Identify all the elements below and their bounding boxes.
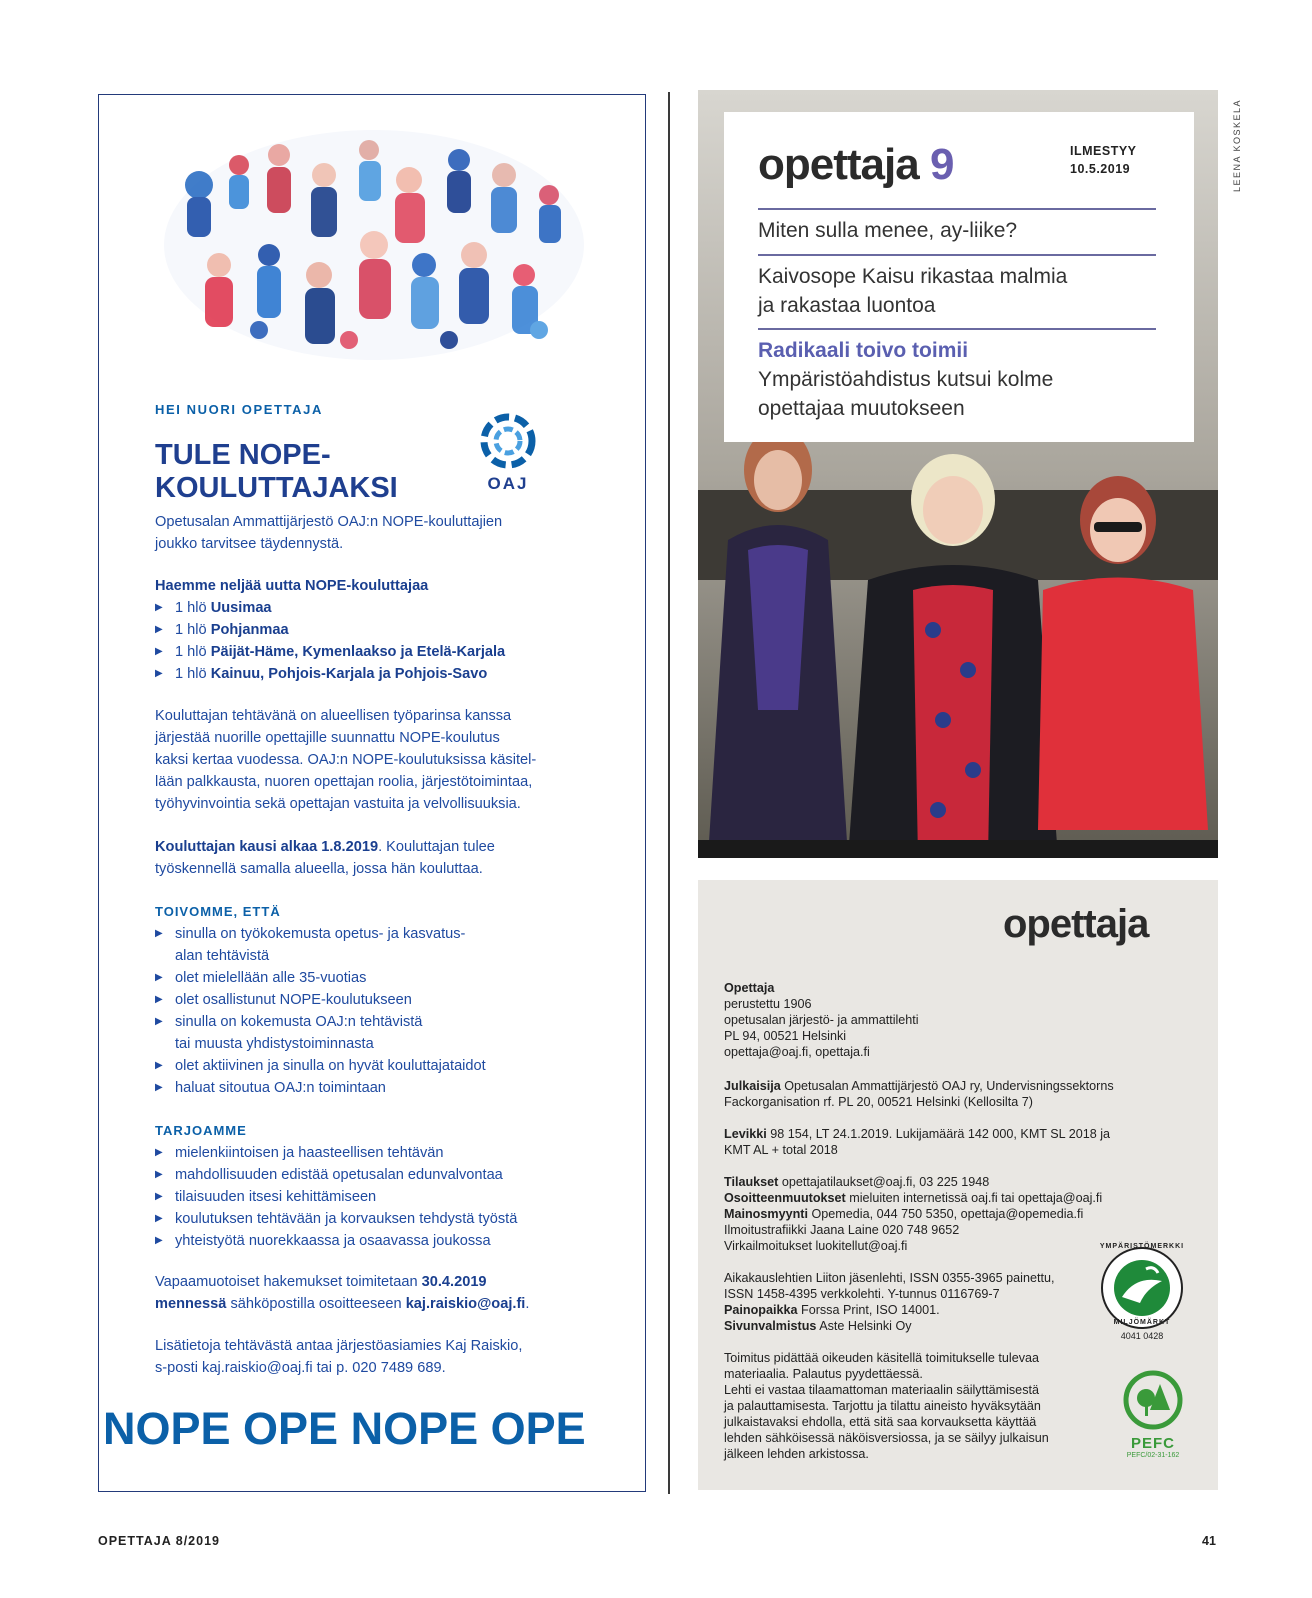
colophon-contacts: Tilaukset opettajatilaukset@oaj.fi, 03 225 1948 Osoitteenmuutokset mieluiten internetissä oaj.fi tai opettaja@oaj.fi Mainosmyynti Opemedia, 044 750 5350, opettaja@opemedia.fi Ilmoitustrafiikki Jaana Laine 020 748 9652 Virkailmoitukset luokitellut@oaj.fi (724, 1175, 1103, 1253)
offer-list (155, 1142, 595, 1252)
hope-item: ▶ haluat sitoutua OAJ:n toimintaan (155, 1077, 595, 1099)
offer-section (155, 1120, 595, 1252)
photo-credit: LEENA KOSKELA (1232, 98, 1242, 192)
offer-item: ▶ tilaisuuden itsesi kehittämiseen (155, 1186, 595, 1208)
cover-rule (758, 208, 1156, 210)
season-paragraph: Kouluttajan kausi alkaa 1.8.2019. Kouluttajan tulee työskennellä samalla alueella, jossa hän kouluttaa. (155, 839, 495, 877)
hope-section (155, 901, 595, 1099)
folio-left: OPETTAJA 8/2019 (98, 1534, 220, 1548)
cover-headline-box (724, 112, 1194, 442)
seek-list (155, 597, 595, 685)
colophon-circulation: Levikki 98 154, LT 24.1.2019. Lukijamäärä 142 000, KMT SL 2018 ja KMT AL + total 2018 (724, 1127, 1111, 1157)
headline-line-1: TULE NOPE- (155, 439, 331, 471)
colophon-publisher: Julkaisija Opetusalan Ammattijärjestö OAJ ry, Undervisningssektorns Fackorganisation rf. PL 20, 00521 Helsinki (Kellosilta 7) (724, 1079, 1114, 1109)
cover-logo: opettaja 9 (758, 140, 954, 189)
hope-item-cont: alan tehtävistä (175, 948, 270, 964)
apply-paragraph: Vapaamuotoiset hakemukset toimitetaan 30.4.2019 mennessä sähköpostilla osoitteeseen kaj.raiskio@oaj.fi. (155, 1274, 530, 1312)
cover-headline-3: Radikaali toivo toimii Ympäristöahdistus kutsui kolme opettajaa muutokseen (758, 339, 1054, 420)
seek-item: ▶ 1 hlö Päijät-Häme, Kymenlaakso ja Etelä-Karjala (155, 641, 595, 663)
offer-item: ▶ yhteistyötä nuorekkaassa ja osaavassa joukossa (155, 1230, 595, 1252)
colophon-address: Opettaja perustettu 1906 opetusalan järjestö- ja ammattilehti PL 94, 00521 Helsinki opettaja@oaj.fi, opettaja.fi (724, 981, 919, 1059)
seek-title: Haemme neljää uutta NOPE-kouluttajaa (155, 578, 429, 594)
nordic-swan-ecolabel: YMPÄRISTÖMERKKI MILJÖMÄRKT 4041 0428 (1096, 1245, 1188, 1345)
pefc-label: PEFC PEFC/02-31-162 (1118, 1370, 1188, 1465)
oaj-logo-text: OAJ (487, 474, 529, 493)
nope-advertisement (98, 94, 646, 1492)
cover-rule (758, 328, 1156, 330)
oaj-logo (477, 413, 539, 493)
cover-headline-2: Kaivosope Kaisu rikastaa malmia ja rakastaa luontoa (758, 265, 1068, 317)
ad-intro (155, 511, 595, 555)
hope-item: ▶ olet osallistunut NOPE-koulutukseen (155, 989, 595, 1011)
colophon-box (698, 880, 1218, 1490)
offer-title: TARJOAMME (155, 1123, 247, 1138)
cover-rule (758, 254, 1156, 256)
offer-item: ▶ mielenkiintoisen ja haasteellisen tehtävän (155, 1142, 595, 1164)
hope-item-cont: tai muusta yhdistystoiminnasta (175, 1036, 374, 1052)
intro-line-2: joukko tarvitsee täydennystä. (155, 536, 344, 552)
ad-kicker: HEI NUORI OPETTAJA (155, 402, 323, 417)
colophon-logo: opettaja (1003, 902, 1149, 946)
apply-email-link[interactable]: kaj.raiskio@oaj.fi (405, 1296, 526, 1312)
seek-section (155, 575, 595, 685)
offer-item: ▶ koulutuksen tehtävään ja korvauksen tehdystä työstä (155, 1208, 595, 1230)
hope-title: TOIVOMME, ETTÄ (155, 904, 281, 919)
issue-number: 9 (929, 140, 954, 189)
colophon-issn: Aikakauslehtien Liiton jäsenlehti, ISSN 0355-3965 painettu, ISSN 1458-4395 verkkolehti. Y-tunnus 0116769-7 Painopaikka Forssa Print, ISO 14001. Sivunvalmistus Aste Helsinki Oy (724, 1271, 1055, 1333)
magazine-cover (698, 90, 1218, 858)
intro-line-1: Opetusalan Ammattijärjestö OAJ:n NOPE-kouluttajien (155, 514, 503, 530)
hope-item: ▶ olet mielellään alle 35-vuotias (155, 967, 595, 989)
pefc-tree-icon (1118, 1370, 1188, 1430)
column-divider (668, 92, 670, 1494)
oaj-swirl-icon (477, 413, 539, 469)
offer-item: ▶ mahdollisuuden edistää opetusalan edunvalvontaa (155, 1164, 595, 1186)
hope-list (155, 923, 595, 1099)
seek-item: ▶ 1 hlö Kainuu, Pohjois-Karjala ja Pohjois-Savo (155, 663, 595, 685)
ad-headline (155, 439, 435, 505)
task-paragraph: Kouluttajan tehtävänä on alueellisen työparinsa kanssa järjestää nuorille opettajille suunnattu NOPE-koulutus kaksi kertaa vuodessa. OAJ:n NOPE-koulutuksissa käsitel- lään palkkausta, nuoren opettajan roolia, järjestötoimintaa, työhyvinvointia sekä opettajan vastuita ja velvollisuuksia. (155, 708, 537, 812)
info-paragraph: Lisätietoja tehtävästä antaa järjestöasiamies Kaj Raiskio, s-posti kaj.raiskio@oaj.fi tai p. 020 7489 689. (155, 1338, 523, 1376)
seek-item: ▶ 1 hlö Uusimaa (155, 597, 595, 619)
hope-item: ▶ olet aktiivinen ja sinulla on hyvät kouluttajataidot (155, 1055, 595, 1077)
nope-ope-banner: NOPE OPE NOPE OPE (103, 1403, 586, 1454)
crowd-illustration (159, 125, 589, 365)
hope-item: ▶ sinulla on työkokemusta opetus- ja kasvatus- (155, 923, 595, 945)
hope-item: ▶ sinulla on kokemusta OAJ:n tehtävistä (155, 1011, 595, 1033)
headline-line-2: KOULUTTAJAKSI (155, 472, 398, 504)
page-number: 41 (1202, 1534, 1216, 1548)
cover-headline-1: Miten sulla menee, ay-liike? (758, 219, 1018, 242)
issue-date: ILMESTYY 10.5.2019 (1070, 144, 1137, 176)
seek-item: ▶ 1 hlö Pohjanmaa (155, 619, 595, 641)
colophon-disclaimer: Toimitus pidättää oikeuden käsitellä toimitukselle tulevaa materiaalia. Palautus pyydettäessä. Lehti ei vastaa tilaamattoman materiaalin säilyttämisestä ja palauttamisesta. Tarjottu ja tilattu aineisto hyväksytään julkaistavaksi ehdolla, että sitä saa korvauksetta käyttää lehden sähköisessä näköisversiossa, ja se säilyy julkaisun jälkeen lehden arkistossa. (724, 1351, 1049, 1461)
